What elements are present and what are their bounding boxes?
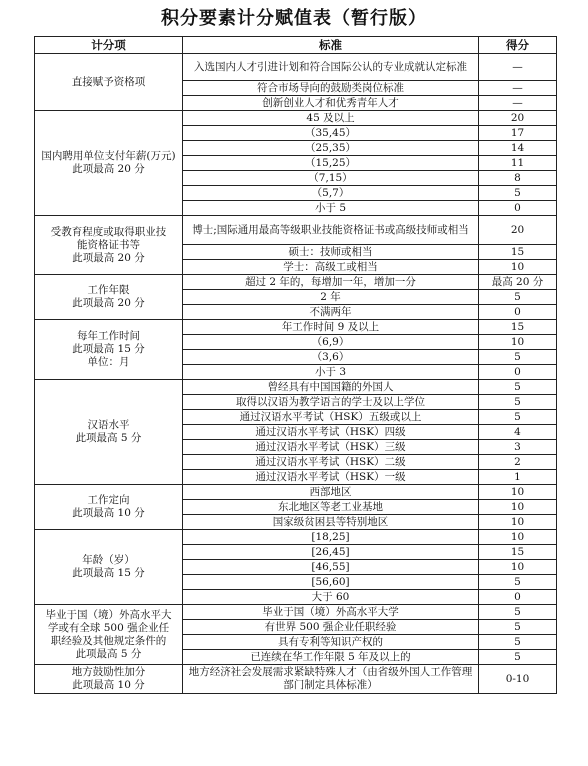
table-row	[35, 665, 557, 694]
table-row	[35, 111, 557, 126]
standard-cell: 博士;国际通用最高等级职业技能资格证书或高级技师或相当	[183, 216, 479, 245]
category-line: 能资格证书等	[77, 238, 140, 251]
score-cell: 5	[479, 350, 557, 365]
standard-cell: （35,45）	[183, 126, 479, 141]
standard-cell: 通过汉语水平考试（HSK）一级	[183, 470, 479, 485]
standard-cell: 大于 60	[183, 590, 479, 605]
standard-cell: [46,55]	[183, 560, 479, 575]
standard-cell: 有世界 500 强企业任职经验	[183, 620, 479, 635]
score-cell: 5	[479, 186, 557, 201]
score-cell: 10	[479, 485, 557, 500]
category-line: 此项最高 20 分	[72, 251, 145, 264]
table-row	[35, 530, 557, 545]
score-cell: 2	[479, 455, 557, 470]
table-header-row	[35, 37, 557, 54]
standard-cell: 超过 2 年的，每增加一年，增加一分	[183, 275, 479, 290]
category-line: 此项最高 20 分	[72, 297, 145, 309]
score-cell: 10	[479, 335, 557, 350]
standard-cell: 通过汉语水平考试（HSK）四级	[183, 425, 479, 440]
category-cell	[35, 111, 183, 216]
standard-cell: （25,35）	[183, 141, 479, 156]
header-item: 计分项	[35, 37, 183, 54]
standard-cell: （6,9）	[183, 335, 479, 350]
category-line: 受教育程度或取得职业技	[50, 225, 167, 238]
score-cell: 3	[479, 440, 557, 455]
category-line: 毕业于国（境）外高水平大	[45, 608, 172, 621]
score-cell: 14	[479, 141, 557, 156]
standard-cell: 不满两年	[183, 305, 479, 320]
score-cell: 8	[479, 171, 557, 186]
category-line: 此项最高 10 分	[72, 679, 145, 691]
header-score: 得分	[479, 37, 557, 54]
category-cell	[35, 665, 183, 694]
standard-cell: 小于 3	[183, 365, 479, 380]
table-row	[35, 54, 557, 81]
score-cell: 5	[479, 620, 557, 635]
score-cell: 5	[479, 410, 557, 425]
score-cell: 5	[479, 575, 557, 590]
standard-cell: 2 年	[183, 290, 479, 305]
score-cell: 11	[479, 156, 557, 171]
category-cell	[35, 54, 183, 111]
standard-cell: 西部地区	[183, 485, 479, 500]
standard-cell: 创新创业人才和优秀青年人才	[183, 96, 479, 111]
score-cell: 10	[479, 515, 557, 530]
score-cell: 5	[479, 605, 557, 620]
score-cell: 最高 20 分	[479, 275, 557, 290]
score-table	[34, 36, 557, 694]
standard-cell: 小于 5	[183, 201, 479, 216]
standard-cell: 取得以汉语为教学语言的学士及以上学位	[183, 395, 479, 410]
score-cell: 10	[479, 260, 557, 275]
score-cell: 15	[479, 245, 557, 260]
score-cell: 5	[479, 395, 557, 410]
standard-cell: 年工作时间 9 及以上	[183, 320, 479, 335]
score-cell: 5	[479, 635, 557, 650]
category-cell	[35, 275, 183, 320]
standard-cell: 入选国内人才引进计划和符合国际公认的专业成就认定标准	[183, 54, 479, 81]
score-cell: —	[479, 96, 557, 111]
category-line: 单位：月	[87, 356, 130, 368]
category-line: 地方鼓励性加分	[71, 666, 146, 678]
standard-cell: 曾经具有中国国籍的外国人	[183, 380, 479, 395]
score-cell: 1	[479, 470, 557, 485]
standard-cell: （7,15）	[183, 171, 479, 186]
table-row	[35, 320, 557, 335]
category-cell	[35, 485, 183, 530]
standard-cell: 东北地区等老工业基地	[183, 500, 479, 515]
standard-cell: 毕业于国（境）外高水平大学	[183, 605, 479, 620]
score-cell: 0	[479, 201, 557, 216]
header-standard: 标准	[183, 37, 479, 54]
standard-cell: （3,6）	[183, 350, 479, 365]
score-cell: 10	[479, 500, 557, 515]
score-cell: 0-10	[479, 665, 557, 694]
category-line: 此项最高 15 分	[72, 567, 145, 579]
category-line: 此项最高 20 分	[72, 163, 145, 175]
standard-cell: 硕士：技师或相当	[183, 245, 479, 260]
category-cell	[35, 216, 183, 275]
category-cell	[35, 605, 183, 665]
standard-cell: [26,45]	[183, 545, 479, 560]
table-body	[35, 54, 557, 694]
category-line: 工作年限	[87, 284, 130, 296]
score-cell: 5	[479, 290, 557, 305]
score-cell: 4	[479, 425, 557, 440]
score-cell: 10	[479, 530, 557, 545]
standard-cell: 符合市场导向的鼓励类岗位标准	[183, 81, 479, 96]
standard-cell: [56,60]	[183, 575, 479, 590]
table-row	[35, 605, 557, 620]
category-line: 工作定向	[87, 494, 130, 506]
score-cell: 5	[479, 650, 557, 665]
table-row	[35, 216, 557, 245]
category-line: 此项最高 10 分	[72, 507, 145, 519]
category-line: 此项最高 5 分	[75, 647, 142, 660]
score-cell: 0	[479, 590, 557, 605]
table-row	[35, 380, 557, 395]
standard-cell: 45 及以上	[183, 111, 479, 126]
score-cell: 0	[479, 365, 557, 380]
score-cell: 0	[479, 305, 557, 320]
category-line: 此项最高 15 分	[72, 343, 145, 355]
score-cell: 15	[479, 320, 557, 335]
category-line: 职经验及其他规定条件的	[50, 634, 167, 647]
score-cell: —	[479, 81, 557, 96]
table-row	[35, 275, 557, 290]
standard-cell: 通过汉语水平考试（HSK）五级或以上	[183, 410, 479, 425]
score-cell: 10	[479, 560, 557, 575]
category-line: 每年工作时间	[77, 330, 140, 342]
category-line: 学或有全球 500 强企业任	[47, 621, 170, 634]
score-cell: 20	[479, 111, 557, 126]
score-cell: —	[479, 54, 557, 81]
category-line: 年龄（岁）	[82, 554, 135, 566]
standard-cell: 地方经济社会发展需求紧缺特殊人才（由省级外国人工作管理部门制定具体标准）	[183, 665, 479, 694]
standard-cell: 国家级贫困县等特别地区	[183, 515, 479, 530]
category-line: 此项最高 5 分	[75, 432, 142, 444]
score-cell: 5	[479, 380, 557, 395]
category-line: 汉语水平	[87, 419, 130, 431]
standard-cell: [18,25]	[183, 530, 479, 545]
standard-cell: 通过汉语水平考试（HSK）三级	[183, 440, 479, 455]
standard-cell: 通过汉语水平考试（HSK）二级	[183, 455, 479, 470]
standard-cell: 学士：高级工或相当	[183, 260, 479, 275]
category-cell	[35, 530, 183, 605]
standard-cell: （15,25）	[183, 156, 479, 171]
category-cell	[35, 380, 183, 485]
score-cell: 20	[479, 216, 557, 245]
standard-cell: 已连续在华工作年限 5 年及以上的	[183, 650, 479, 665]
standard-cell: 具有专利等知识产权的	[183, 635, 479, 650]
table-row	[35, 485, 557, 500]
page-title: 积分要素计分赋值表（暂行版）	[161, 8, 427, 29]
standard-cell: （5,7）	[183, 186, 479, 201]
category-line: 国内聘用单位支付年薪(万元)	[41, 150, 176, 162]
category-cell	[35, 320, 183, 380]
score-cell: 17	[479, 126, 557, 141]
category-line: 直接赋予资格项	[71, 75, 146, 88]
score-cell: 15	[479, 545, 557, 560]
